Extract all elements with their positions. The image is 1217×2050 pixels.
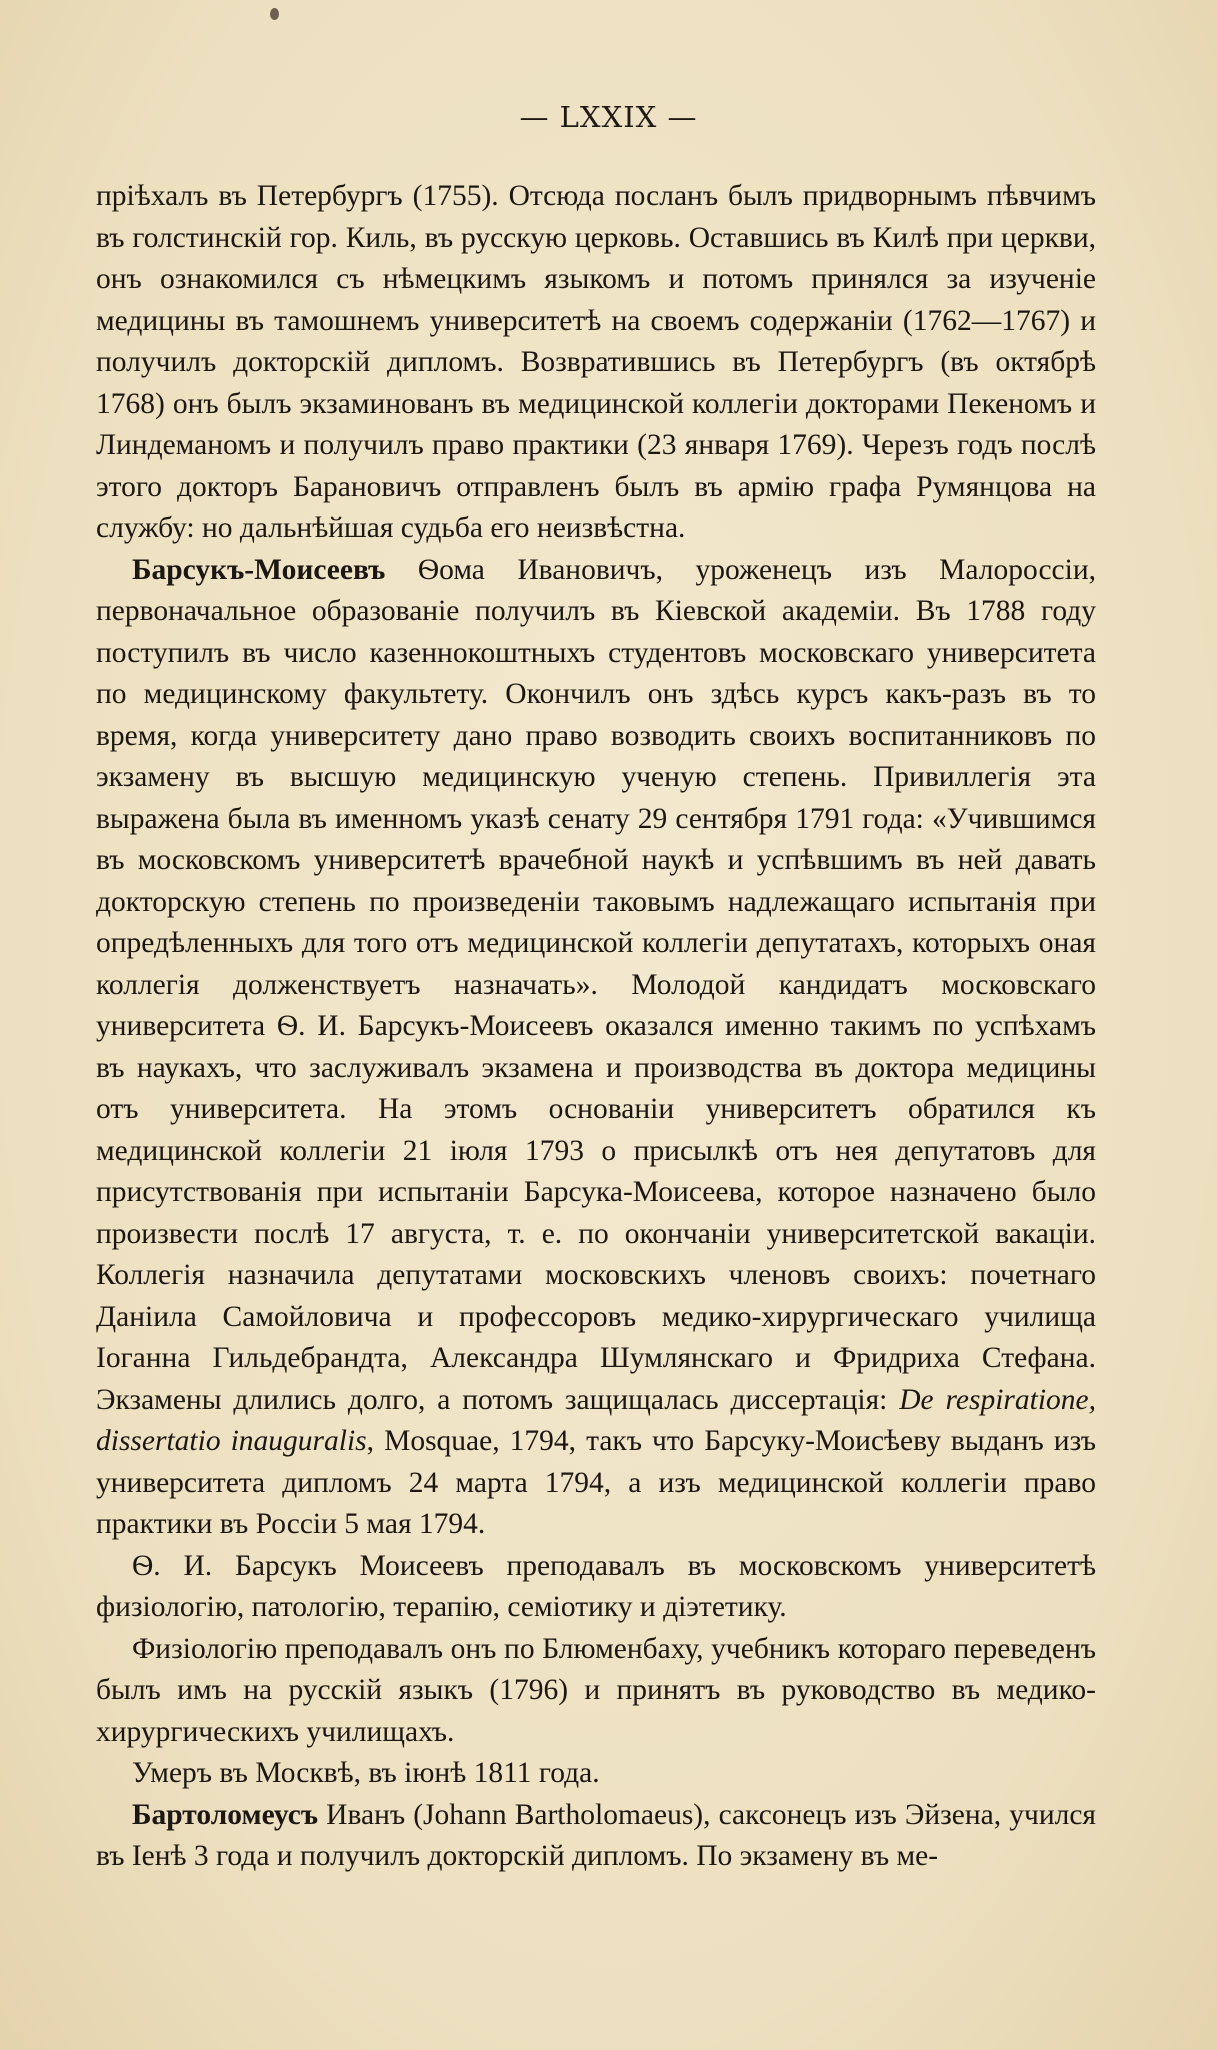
- paragraph-1-text: пріѣхалъ въ Петербургъ (1755). Отсюда посланъ былъ придворнымъ пѣвчимъ въ голстинскій гор. Киль, въ русскую церковь. Оставшись въ Килѣ при церкви, онъ ознакомился съ нѣмецкимъ языкомъ и потомъ принялся за изученіе медицины въ тамошнемъ университетѣ на своемъ содержаніи (1762—1767) и получилъ докторскій дипломъ. Возвратившись въ Петербургъ (въ октябрѣ 1768) онъ былъ экзаминованъ въ медицинской коллегіи докторами Пекеномъ и Линдеманомъ и получилъ право практики (23 января 1769). Черезъ годъ послѣ этого докторъ Барановичъ отправленъ былъ въ армію графа Румянцова на службу: но дальнѣйшая судьба его неизвѣстна.: [96, 180, 1096, 544]
- dissertation-title: De respiratione, dissertatio inauguralis: [96, 1383, 1096, 1457]
- paragraph-4: [96, 1629, 1096, 1754]
- ink-speck: [270, 8, 279, 20]
- paragraph-6-text: Иванъ (Johann Bartholomaeus), саксонецъ изъ Эйзена, учился въ Іенѣ 3 года и получилъ докторскій дипломъ. По экзамену въ ме-: [96, 1798, 1096, 1872]
- paragraph-barsuk-moiseev: [96, 550, 1096, 1546]
- paragraph-bartholomaeus: [96, 1795, 1096, 1878]
- page-number: — LXXIX —: [519, 100, 698, 134]
- paragraph-2-tail: , Mosquae, 1794, такъ что Барсуку-Моисѣеву выданъ изъ университета дипломъ 24 марта 1794, а изъ медицинской коллегіи право практики въ Россіи 5 мая 1794.: [96, 1425, 1096, 1540]
- paragraph-3-text: Ѳ. И. Барсукъ Моисеевъ преподавалъ въ московскомъ университетѣ физіологію, патологію, терапію, семіотику и діэтетику.: [96, 1549, 1096, 1623]
- paragraph-5: [96, 1753, 1096, 1795]
- body-text: [96, 176, 1096, 1878]
- paragraph-3: [96, 1546, 1096, 1629]
- paragraph-2-text: Ѳома Ивановичъ, уроженецъ изъ Малороссіи, первоначальное образованіе получилъ въ Кіевской академіи. Въ 1788 году поступилъ въ число казеннокоштныхъ студентовъ московскаго университета по медицинскому факультету. Окончилъ онъ здѣсь курсъ какъ-разъ въ то время, когда университету дано право возводить своихъ воспитанниковъ по экзамену въ высшую медицинскую ученую степень. Привиллегія эта выражена была въ именномъ указѣ сенату 29 сентября 1791 года: «Учившимся въ московскомъ университетѣ врачебной наукѣ и успѣвшимъ въ ней давать докторскую степень по произведеніи таковымъ надлежащаго испытанія при опредѣленныхъ для того отъ медицинской коллегіи депутатахъ, которыхъ оная коллегія долженствуетъ назначать». Молодой кандидатъ московскаго университета Ѳ. И. Барсукъ-Моисеевъ оказался именно такимъ по успѣхамъ въ наукахъ, что заслуживалъ экзамена и производства въ доктора медицины отъ университета. На этомъ основаніи университетъ обратился къ медицинской коллегіи 21 іюля 1793 о присылкѣ отъ нея депутатовъ для присутствованія при испытаніи Барсука-Моисеева, которое назначено было произвести послѣ 17 августа, т. е. по окончаніи университетской вакаціи. Коллегія назначила депутатами московскихъ членовъ своихъ: почетнаго Даніила Самойловича и профессоровъ медико-хирургическаго училища Іоганна Гильдебрандта, Александра Шумлянскаго и Фридриха Стефана. Экзамены длились долго, а потомъ защищалась диссертація:: [96, 553, 1096, 1416]
- paragraph-4-text: Физіологію преподавалъ онъ по Блюменбаху, учебникъ котораго переведенъ былъ имъ на русскій языкъ (1796) и принятъ въ руководство въ медико-хирургическихъ училищахъ.: [96, 1632, 1096, 1748]
- paragraph-1: [96, 176, 1096, 550]
- entry-heading-barsuk-moiseev: Барсукъ-Моисеевъ: [132, 553, 386, 586]
- paragraph-5-text: Умеръ въ Москвѣ, въ іюнѣ 1811 года.: [132, 1757, 600, 1789]
- entry-heading-bartholomaeus: Бартоломеусъ: [132, 1798, 319, 1831]
